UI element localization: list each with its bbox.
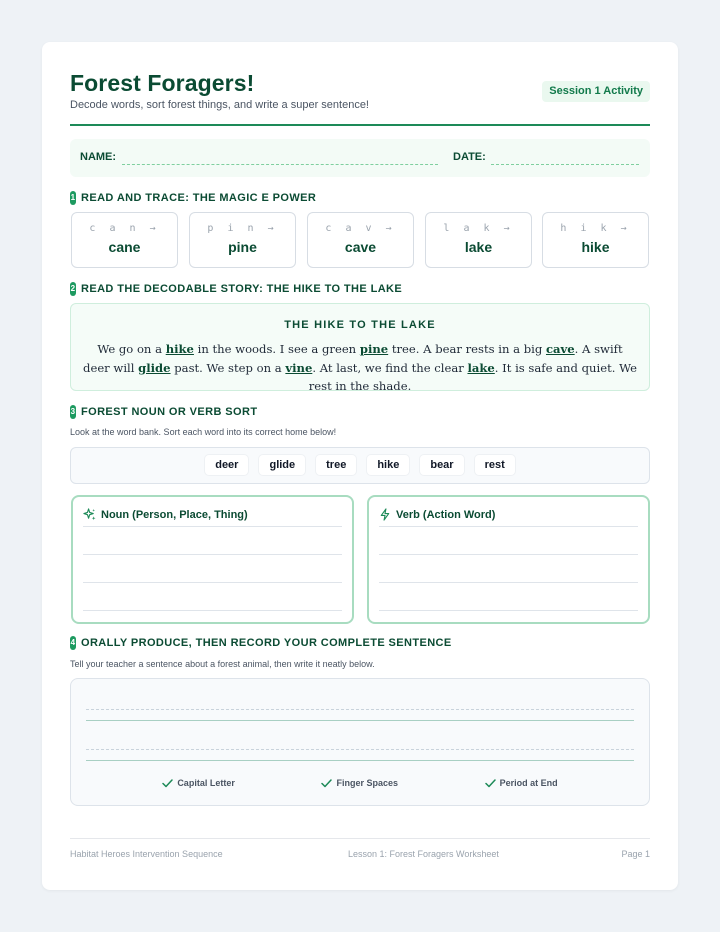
story-keyword: pine: [359, 342, 389, 356]
section-2-heading: [70, 282, 402, 296]
writing-line: [83, 554, 342, 555]
noun-sort-box[interactable]: [71, 495, 354, 624]
story-text: [83, 340, 637, 396]
footer-left: Habitat Heroes Intervention Sequence: [70, 849, 223, 859]
noun-label: Noun (Person, Place, Thing): [101, 508, 248, 521]
word-bank: [70, 447, 650, 484]
checklist-label: Period at End: [499, 778, 558, 788]
story-keyword: glide: [138, 360, 171, 375]
trace-letters: l a k →: [443, 223, 514, 234]
check-icon: [321, 779, 332, 788]
footer-right: Page 1: [621, 849, 650, 859]
trace-word: cane: [108, 239, 141, 255]
sparkle-icon: [83, 508, 96, 521]
story-keyword: cave: [545, 342, 575, 356]
checklist-label: Capital Letter: [177, 778, 235, 788]
trace-card: [189, 212, 296, 268]
section-4-hint: Tell your teacher a sentence about a forest animal, then write it neatly below.: [70, 659, 375, 669]
trace-card: [307, 212, 414, 268]
section-1-title: READ AND TRACE: THE MAGIC E POWER: [81, 192, 317, 204]
story-title: THE HIKE TO THE LAKE: [284, 319, 436, 331]
date-label: DATE:: [453, 151, 486, 163]
trace-letters: c a v →: [325, 223, 396, 234]
word-chip[interactable]: glide: [259, 455, 305, 475]
word-chip[interactable]: deer: [205, 455, 248, 475]
writing-line: [83, 610, 342, 611]
trace-word: cave: [344, 239, 377, 255]
trace-letters: h i k →: [560, 223, 631, 234]
section-3-title: FOREST NOUN OR VERB SORT: [81, 406, 258, 418]
writing-line: [379, 610, 638, 611]
story-keyword: lake: [467, 360, 495, 375]
trace-card: [71, 212, 178, 268]
footer-divider: [70, 838, 650, 839]
section-4-title: ORALLY PRODUCE, THEN RECORD YOUR COMPLETE SENTENCE: [81, 637, 452, 649]
writing-line: [83, 526, 342, 527]
story-segment: . A swift deer will: [83, 342, 623, 375]
section-1-heading: [70, 191, 316, 205]
trace-word: pine: [228, 239, 257, 255]
checklist-label: Finger Spaces: [336, 778, 398, 788]
checklist-item: [321, 778, 398, 788]
trace-card: [425, 212, 532, 268]
writing-line: [379, 526, 638, 527]
story-segment: We go on a: [97, 342, 166, 356]
guide-line: [86, 709, 634, 710]
guide-line: [86, 749, 634, 750]
trace-word: lake: [464, 239, 493, 255]
trace-letters: p i n →: [207, 223, 278, 234]
lightning-icon: [379, 508, 391, 521]
story-keyword: hike: [165, 342, 194, 356]
name-date-box: [70, 139, 650, 177]
writing-line: [379, 554, 638, 555]
session-badge: Session 1 Activity: [542, 81, 650, 102]
footer-center: Lesson 1: Forest Foragers Worksheet: [348, 849, 499, 859]
name-label: NAME:: [80, 151, 117, 163]
date-field[interactable]: [491, 164, 639, 165]
verb-sort-box[interactable]: [367, 495, 650, 624]
verb-label: Verb (Action Word): [396, 508, 496, 521]
header-divider: [70, 124, 650, 126]
section-1-number: 1: [70, 191, 76, 205]
story-segment: . It is safe and quiet. We rest in the shade.: [308, 360, 637, 393]
page-title: Forest Foragers!: [70, 70, 255, 96]
section-3-number: 3: [70, 405, 76, 419]
story-box: [70, 303, 650, 391]
trace-word: hike: [581, 239, 610, 255]
story-keyword: vine: [285, 360, 313, 375]
page-subtitle: Decode words, sort forest things, and write a super sentence!: [70, 99, 369, 111]
name-field[interactable]: [122, 164, 438, 165]
story-segment: tree. A bear rests in a big: [388, 342, 546, 356]
check-icon: [485, 779, 496, 788]
checklist-item: [162, 778, 235, 788]
section-4-number: 4: [70, 636, 76, 650]
base-line: [86, 720, 634, 721]
section-4-heading: [70, 636, 452, 650]
base-line: [86, 760, 634, 761]
check-icon: [162, 779, 173, 788]
trace-letters: c a n →: [89, 223, 160, 234]
story-segment: in the woods. I see a green: [193, 342, 360, 356]
checklist-item: [485, 778, 558, 788]
section-3-heading: [70, 405, 257, 419]
section-2-number: 2: [70, 282, 76, 296]
word-chip[interactable]: tree: [316, 455, 356, 475]
writing-line: [379, 582, 638, 583]
word-chip[interactable]: rest: [475, 455, 515, 475]
worksheet-page: [42, 42, 678, 890]
story-segment: past. We step on a: [170, 360, 286, 375]
sentence-writing-box[interactable]: [70, 678, 650, 806]
writing-line: [83, 582, 342, 583]
word-chip[interactable]: hike: [367, 455, 409, 475]
word-chip[interactable]: bear: [420, 455, 463, 475]
story-segment: . At last, we find the clear: [312, 360, 468, 375]
section-2-title: READ THE DECODABLE STORY: THE HIKE TO THE LAKE: [81, 283, 403, 295]
trace-card: [542, 212, 649, 268]
section-3-hint: Look at the word bank. Sort each word into its correct home below!: [70, 427, 337, 437]
